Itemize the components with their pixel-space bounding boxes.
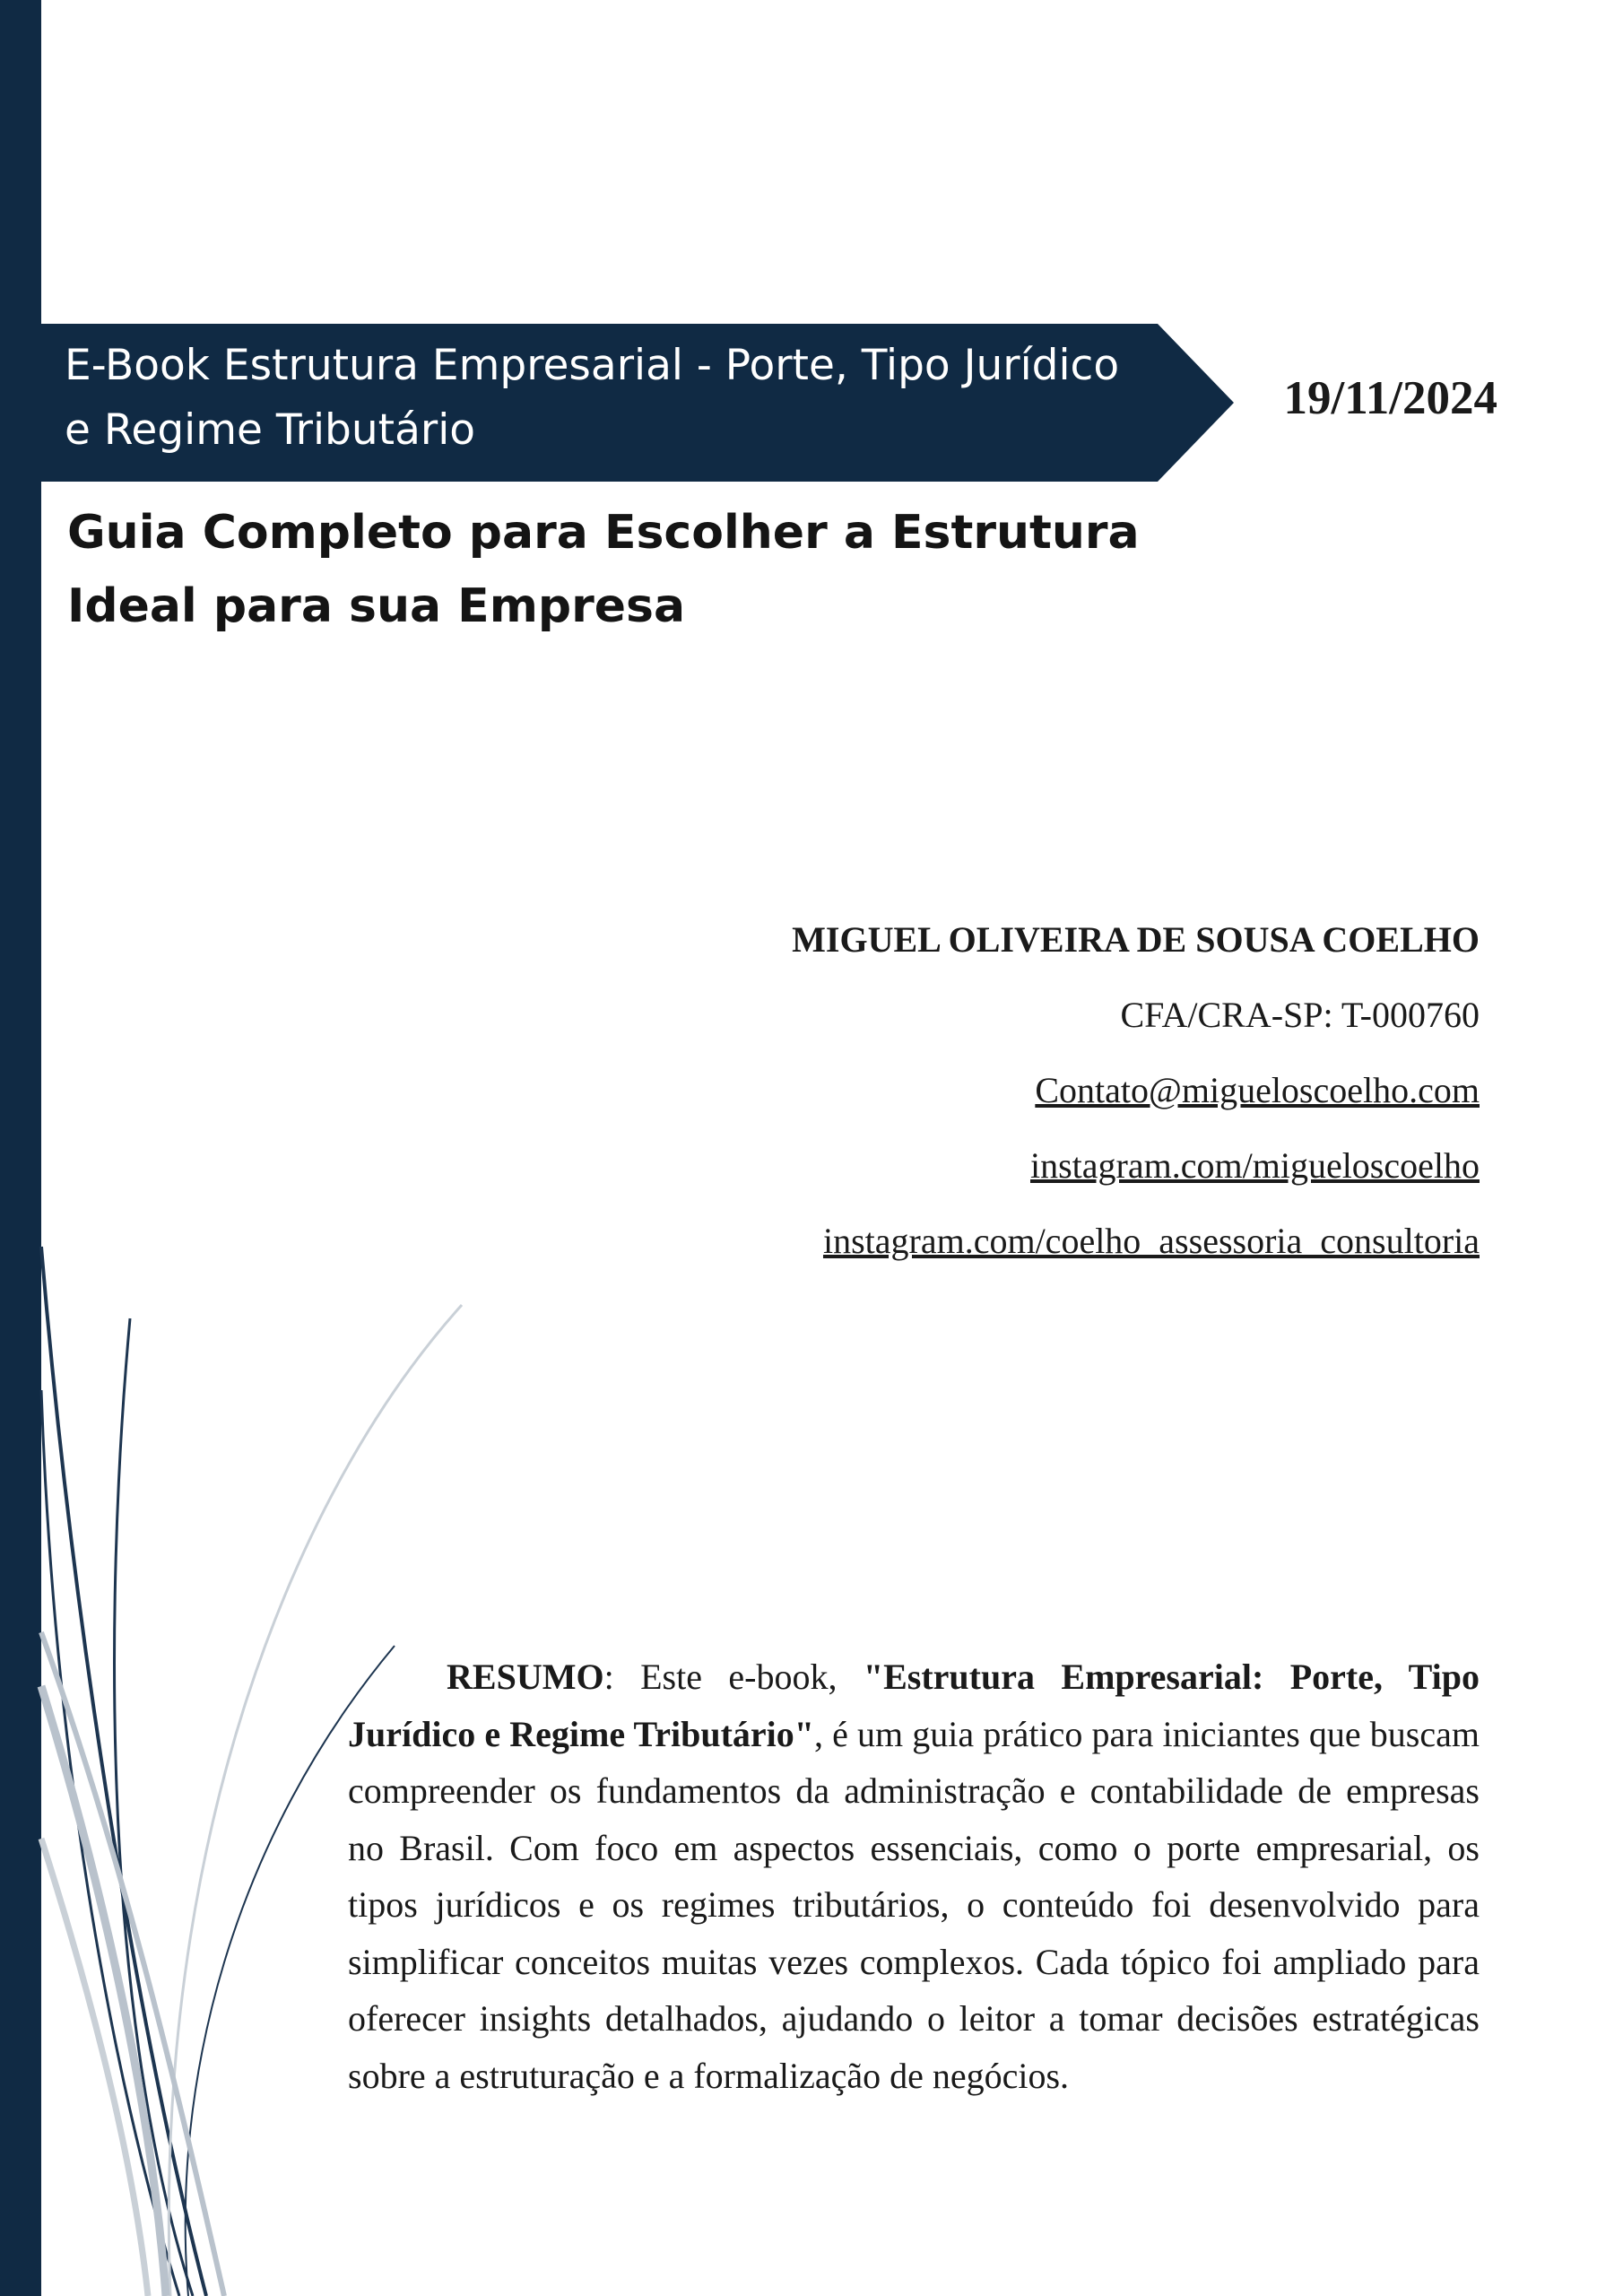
email-link[interactable]: Contato@migueloscoelho.com	[1035, 1070, 1480, 1110]
abstract-book-title: "Estrutura Empresarial: Porte, Tipo Jurídico e Regime Tributário"	[348, 1657, 1480, 1754]
abstract-body: , é um guia prático para iniciantes que buscam compreender os fundamentos da administração e contabilidade de empresas no Brasil. Com foco em aspectos essenciais, como o porte empresarial, os tipos jurídicos e os regimes tributários, o conteúdo foi desenvolvido para simplificar conceitos muitas vezes complexos. Cada tópico foi ampliado para oferecer insights detalhados, ajudando o leitor a tomar decisões estratégicas sobre a estruturação e a formalização de negócios.	[348, 1713, 1480, 2096]
instagram-company-link[interactable]: instagram.com/coelho_assessoria_consultoria	[822, 1221, 1480, 1261]
instagram-personal-link[interactable]: instagram.com/migueloscoelho	[1030, 1145, 1480, 1186]
abstract-label: RESUMO	[447, 1657, 604, 1697]
abstract-paragraph	[348, 1648, 1480, 2104]
publication-date: 19/11/2024	[1283, 372, 1497, 424]
author-registration: CFA/CRA-SP: T-000760	[1120, 995, 1480, 1035]
author-name: MIGUEL OLIVEIRA DE SOUSA COELHO	[792, 919, 1480, 960]
ebook-title: E-Book Estrutura Empresarial - Porte, Tipo Jurídico e Regime Tributário	[65, 341, 1120, 455]
abstract-intro: : Este e-book,	[603, 1657, 864, 1697]
subtitle: Guia Completo para Escolher a Estrutura Ideal para sua Empresa	[67, 506, 1140, 633]
author-block	[493, 902, 1480, 1279]
